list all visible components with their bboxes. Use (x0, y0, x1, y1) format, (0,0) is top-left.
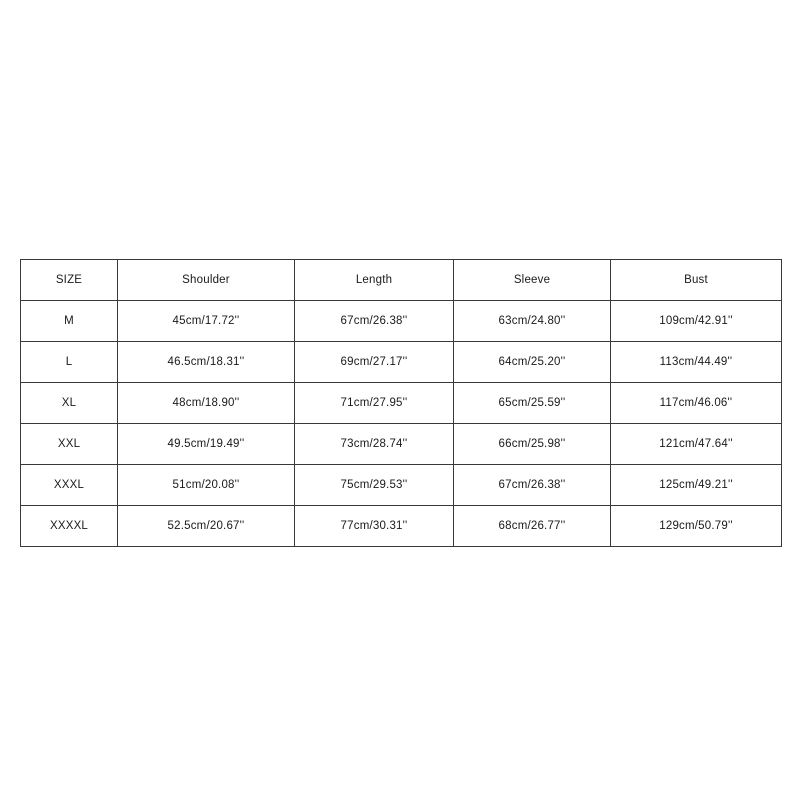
sleeve-cell: 68cm/26.77'' (454, 506, 611, 547)
table-row (21, 383, 782, 424)
size-cell: L (21, 342, 118, 383)
bust-cell: 129cm/50.79'' (611, 506, 782, 547)
size-chart-table (20, 259, 782, 547)
header-sleeve: Sleeve (454, 260, 611, 301)
table-row (21, 506, 782, 547)
length-cell: 67cm/26.38'' (295, 301, 454, 342)
length-cell: 69cm/27.17'' (295, 342, 454, 383)
size-cell: XXXXL (21, 506, 118, 547)
header-bust: Bust (611, 260, 782, 301)
sleeve-cell: 65cm/25.59'' (454, 383, 611, 424)
bust-cell: 121cm/47.64'' (611, 424, 782, 465)
table-row (21, 301, 782, 342)
sleeve-cell: 67cm/26.38'' (454, 465, 611, 506)
header-shoulder: Shoulder (118, 260, 295, 301)
table-row (21, 465, 782, 506)
header-size: SIZE (21, 260, 118, 301)
bust-cell: 113cm/44.49'' (611, 342, 782, 383)
sleeve-cell: 64cm/25.20'' (454, 342, 611, 383)
table-row (21, 424, 782, 465)
header-row (21, 260, 782, 301)
bust-cell: 109cm/42.91'' (611, 301, 782, 342)
size-cell: XXL (21, 424, 118, 465)
size-cell: XXXL (21, 465, 118, 506)
bust-cell: 125cm/49.21'' (611, 465, 782, 506)
size-cell: M (21, 301, 118, 342)
bust-cell: 117cm/46.06'' (611, 383, 782, 424)
shoulder-cell: 51cm/20.08'' (118, 465, 295, 506)
size-cell: XL (21, 383, 118, 424)
sleeve-cell: 63cm/24.80'' (454, 301, 611, 342)
header-length: Length (295, 260, 454, 301)
shoulder-cell: 45cm/17.72'' (118, 301, 295, 342)
length-cell: 71cm/27.95'' (295, 383, 454, 424)
shoulder-cell: 46.5cm/18.31'' (118, 342, 295, 383)
sleeve-cell: 66cm/25.98'' (454, 424, 611, 465)
shoulder-cell: 49.5cm/19.49'' (118, 424, 295, 465)
shoulder-cell: 48cm/18.90'' (118, 383, 295, 424)
shoulder-cell: 52.5cm/20.67'' (118, 506, 295, 547)
length-cell: 73cm/28.74'' (295, 424, 454, 465)
length-cell: 77cm/30.31'' (295, 506, 454, 547)
length-cell: 75cm/29.53'' (295, 465, 454, 506)
table-row (21, 342, 782, 383)
